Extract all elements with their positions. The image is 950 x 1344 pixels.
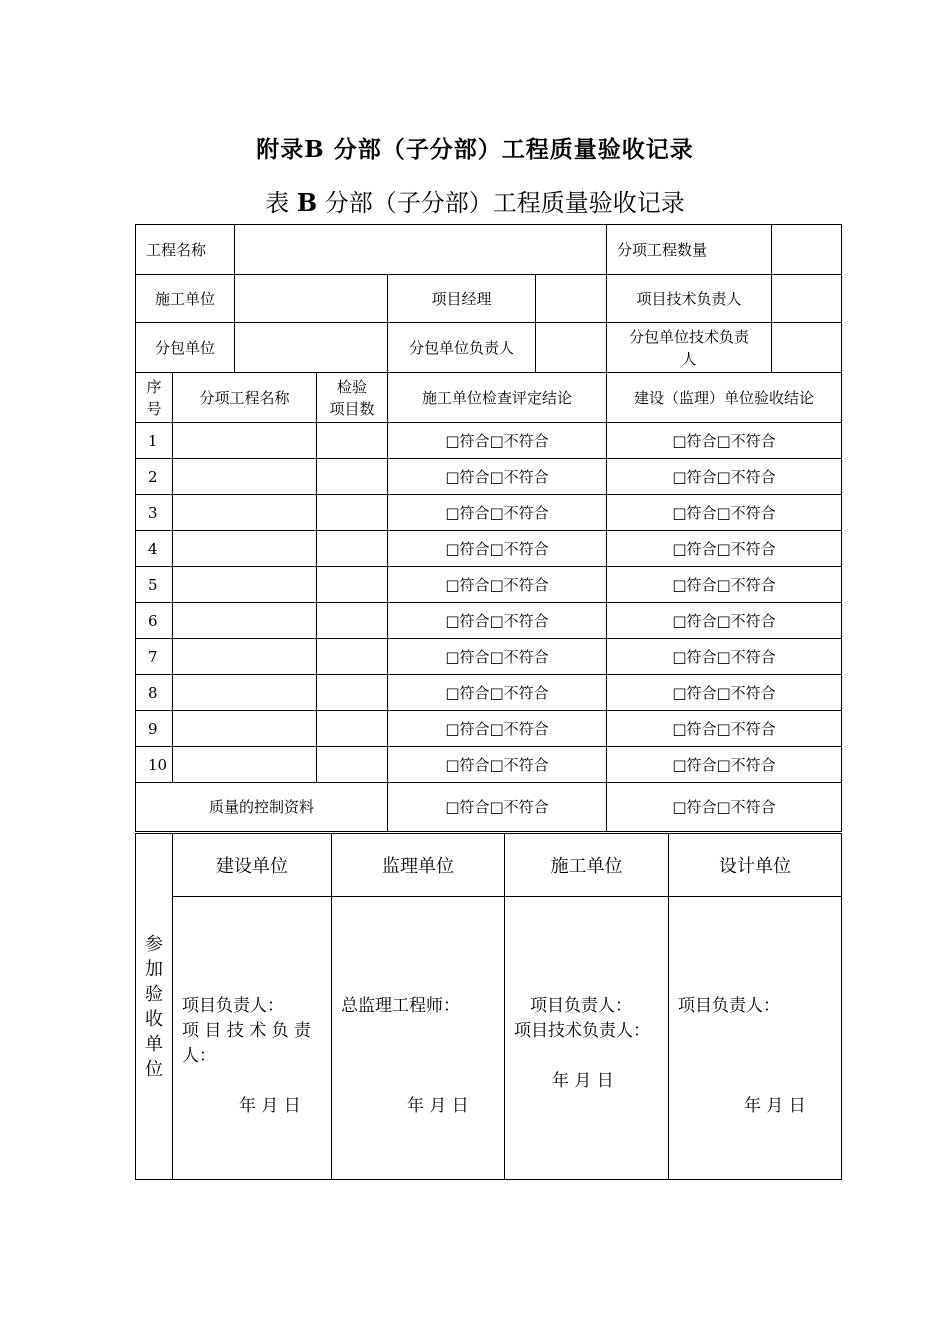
side-label-char: 收 <box>145 1008 163 1030</box>
subcontractor-label: 分包单位 <box>136 323 235 373</box>
row-number: 3 <box>136 495 173 531</box>
inspect-count-field[interactable] <box>317 747 388 783</box>
inspect-count-field[interactable] <box>317 567 388 603</box>
inspect-count-field[interactable] <box>317 459 388 495</box>
side-label-char: 单 <box>145 1033 163 1055</box>
quality-docs-row <box>136 783 842 832</box>
item-name-field[interactable] <box>173 675 317 711</box>
contractor-check[interactable]: □符合□不符合 <box>388 567 607 603</box>
owner-date: 年 月 日 <box>239 1096 301 1116</box>
seq-header-line1: 序 <box>146 377 162 396</box>
owner-check[interactable]: □符合□不符合 <box>607 747 842 783</box>
info-row-subcontractor <box>136 323 842 373</box>
owner-conclusion-header: 建设（监理）单位验收结论 <box>607 373 842 423</box>
contractor-date: 年 月 日 <box>552 1071 614 1091</box>
item-count-field[interactable] <box>772 225 842 275</box>
owner-check[interactable]: □符合□不符合 <box>607 639 842 675</box>
item-name-field[interactable] <box>173 747 317 783</box>
row-number: 4 <box>136 531 173 567</box>
owner-sign-cell[interactable] <box>173 897 332 1180</box>
info-row-contractor <box>136 275 842 323</box>
side-label-char: 加 <box>145 958 163 980</box>
row-number: 6 <box>136 603 173 639</box>
sub-lead-label: 分包单位负责人 <box>388 323 536 373</box>
acceptance-table <box>135 224 842 832</box>
item-name-field[interactable] <box>173 495 317 531</box>
unit-contractor-header: 施工单位 <box>505 834 669 897</box>
inspect-count-field[interactable] <box>317 423 388 459</box>
owner-check[interactable]: □符合□不符合 <box>607 531 842 567</box>
item-name-field[interactable] <box>173 423 317 459</box>
inspect-count-header <box>317 373 388 423</box>
item-name-field[interactable] <box>173 531 317 567</box>
inspect-count-field[interactable] <box>317 603 388 639</box>
participants-table <box>135 833 842 1180</box>
table-row <box>136 747 842 783</box>
quality-docs-owner-check[interactable]: □符合□不符合 <box>607 783 842 832</box>
contractor-check[interactable]: □符合□不符合 <box>388 603 607 639</box>
item-name-field[interactable] <box>173 603 317 639</box>
row-number: 7 <box>136 639 173 675</box>
unit-owner-header: 建设单位 <box>173 834 332 897</box>
designer-date: 年 月 日 <box>744 1096 806 1116</box>
inspect-count-header-line2: 项目数 <box>329 399 375 418</box>
contractor-check[interactable]: □符合□不符合 <box>388 531 607 567</box>
contractor-check[interactable]: □符合□不符合 <box>388 423 607 459</box>
contractor-label: 施工单位 <box>136 275 235 323</box>
unit-designer-header: 设计单位 <box>669 834 842 897</box>
row-number: 9 <box>136 711 173 747</box>
seq-header-line2: 号 <box>146 399 162 418</box>
header-row <box>136 373 842 423</box>
contractor-sign-cell[interactable] <box>505 897 669 1180</box>
side-label-char: 位 <box>145 1058 163 1080</box>
contractor-lead-label: 项目负责人： <box>530 996 632 1016</box>
table-row <box>136 567 842 603</box>
project-name-field[interactable] <box>235 225 607 275</box>
item-name-header: 分项工程名称 <box>173 373 317 423</box>
contractor-conclusion-header: 施工单位检查评定结论 <box>388 373 607 423</box>
contractor-tech-lead-label: 项目技术负责人： <box>514 1021 650 1041</box>
table-row <box>136 639 842 675</box>
contractor-field[interactable] <box>235 275 388 323</box>
tech-lead-field[interactable] <box>772 275 842 323</box>
project-name-label: 工程名称 <box>136 225 235 275</box>
participants-side-label <box>136 834 173 1180</box>
sub-tech-lead-label <box>607 323 772 373</box>
item-count-label: 分项工程数量 <box>607 225 772 275</box>
contractor-check[interactable]: □符合□不符合 <box>388 459 607 495</box>
supervisor-date: 年 月 日 <box>407 1096 469 1116</box>
table-title-rest: 分部（子分部）工程质量验收记录 <box>324 189 685 217</box>
table-title-prefix: 表 <box>265 189 290 217</box>
sub-tech-lead-label-line2: 人 <box>681 349 697 368</box>
owner-check[interactable]: □符合□不符合 <box>607 567 842 603</box>
row-number: 10 <box>136 747 173 783</box>
item-name-field[interactable] <box>173 567 317 603</box>
row-number: 8 <box>136 675 173 711</box>
project-manager-field[interactable] <box>536 275 607 323</box>
tech-lead-label: 项目技术负责人 <box>607 275 772 323</box>
table-row <box>136 603 842 639</box>
appendix-title: 附录B 分部（子分部）工程质量验收记录 <box>256 136 694 163</box>
owner-check[interactable]: □符合□不符合 <box>607 675 842 711</box>
sub-lead-field[interactable] <box>536 323 607 373</box>
table-title <box>0 183 950 218</box>
owner-check[interactable]: □符合□不符合 <box>607 459 842 495</box>
table-row <box>136 675 842 711</box>
info-row-project <box>136 225 842 275</box>
table-row <box>136 459 842 495</box>
quality-docs-contractor-check[interactable]: □符合□不符合 <box>388 783 607 832</box>
inspect-count-field[interactable] <box>317 639 388 675</box>
owner-lead-label: 项目负责人： <box>182 996 284 1016</box>
owner-check[interactable]: □符合□不符合 <box>607 423 842 459</box>
owner-check[interactable]: □符合□不符合 <box>607 711 842 747</box>
contractor-check[interactable]: □符合□不符合 <box>388 747 607 783</box>
row-number: 2 <box>136 459 173 495</box>
item-rows <box>136 423 842 783</box>
sub-tech-lead-label-line1: 分包单位技术负责 <box>629 327 750 346</box>
unit-supervisor-header: 监理单位 <box>332 834 505 897</box>
row-number: 1 <box>136 423 173 459</box>
participants-sign-row <box>136 897 842 1180</box>
participants-head-row <box>136 834 842 897</box>
supervisor-lead-label: 总监理工程师： <box>341 996 460 1016</box>
contractor-check[interactable]: □符合□不符合 <box>388 495 607 531</box>
row-number: 5 <box>136 567 173 603</box>
item-name-field[interactable] <box>173 459 317 495</box>
supervisor-sign-cell[interactable] <box>332 897 505 1180</box>
inspect-count-field[interactable] <box>317 711 388 747</box>
subcontractor-field[interactable] <box>235 323 388 373</box>
table-row <box>136 711 842 747</box>
inspect-count-header-line1: 检验 <box>337 377 368 396</box>
item-name-field[interactable] <box>173 711 317 747</box>
table-row <box>136 531 842 567</box>
contractor-check[interactable]: □符合□不符合 <box>388 639 607 675</box>
owner-tech-lead-label-end: 人： <box>182 1046 216 1066</box>
owner-check[interactable]: □符合□不符合 <box>607 495 842 531</box>
table-title-letter: B <box>296 188 318 217</box>
sub-tech-lead-field[interactable] <box>772 323 842 373</box>
owner-tech-lead-label: 项 目 技 术 负 责 <box>182 1021 312 1041</box>
contractor-check[interactable]: □符合□不符合 <box>388 711 607 747</box>
table-row <box>136 495 842 531</box>
item-name-field[interactable] <box>173 639 317 675</box>
quality-docs-label: 质量的控制资料 <box>136 783 388 832</box>
designer-sign-cell[interactable] <box>669 897 842 1180</box>
seq-header <box>136 373 173 423</box>
table-row <box>136 423 842 459</box>
inspect-count-field[interactable] <box>317 531 388 567</box>
side-label-char: 参 <box>145 933 163 955</box>
side-label-char: 验 <box>145 983 163 1005</box>
owner-check[interactable]: □符合□不符合 <box>607 603 842 639</box>
designer-lead-label: 项目负责人： <box>678 996 780 1016</box>
inspect-count-field[interactable] <box>317 675 388 711</box>
inspect-count-field[interactable] <box>317 495 388 531</box>
project-manager-label: 项目经理 <box>388 275 536 323</box>
contractor-check[interactable]: □符合□不符合 <box>388 675 607 711</box>
